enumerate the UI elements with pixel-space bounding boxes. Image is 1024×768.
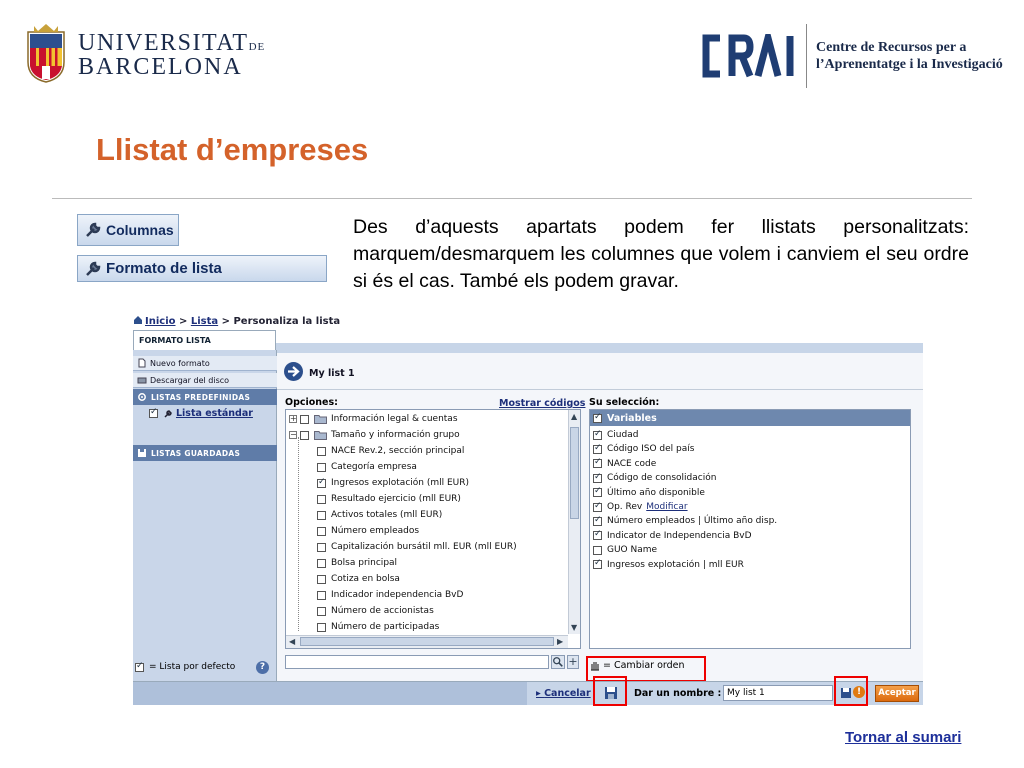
selection-list [589,409,911,649]
sidebar [133,350,277,681]
selection-label: Indicator de Independencia BvD [607,530,752,541]
expand-toggle-icon[interactable]: + [290,414,297,423]
search-input[interactable] [285,655,549,669]
list-name-title: My list 1 [309,368,355,379]
options-hscroll-thumb[interactable] [300,637,554,646]
tab-formato-lista[interactable]: FORMATO LISTA [133,330,276,350]
selection-checkbox[interactable] [593,503,602,512]
panel-divider [277,389,923,390]
university-name-line2: BARCELONA [78,54,243,80]
cancel-button[interactable]: ▸ Cancelar [536,688,591,699]
selection-checkbox[interactable] [593,445,602,454]
new-document-icon [137,358,147,368]
cancel-button-label: Cancelar [544,688,591,699]
breadcrumb-separator: > [218,316,234,327]
selection-checkbox[interactable] [593,560,602,569]
option-label: Bolsa principal [331,558,398,568]
sidebar-item-descargar[interactable] [133,373,277,388]
selection-label: Op. Rev [607,502,643,512]
arrow-right-icon [284,362,303,381]
main-panel [277,353,923,681]
folder-icon [314,414,327,424]
wrench-icon [163,409,173,419]
tornar-sumari-link[interactable]: Tornar al sumari [845,729,962,746]
selection-item[interactable] [593,471,716,485]
gear-icon [137,392,147,402]
floppy-disk-icon [137,448,147,458]
option-item[interactable] [317,492,461,506]
option-checkbox[interactable] [300,431,309,440]
option-checkbox[interactable] [317,511,326,520]
seleccion-label: Su selección: [589,397,660,408]
options-scroll-thumb[interactable] [570,427,579,519]
collapse-toggle-icon[interactable]: − [290,430,297,439]
option-checkbox[interactable] [317,575,326,584]
sidebar-section-predefinidas [133,389,277,405]
header-divider [806,24,807,88]
selection-label: Ciudad [607,430,639,440]
crai-description-line1: Centre de Recursos per a [816,40,967,55]
selection-item[interactable] [593,558,744,572]
sidebar-section-guardadas [133,445,277,461]
option-checkbox[interactable] [317,527,326,536]
option-group[interactable] [289,428,460,442]
option-item[interactable] [317,556,397,570]
selection-label: Último año disponible [607,487,705,498]
scroll-left-icon[interactable]: ◀ [289,637,296,646]
option-checkbox[interactable] [317,559,326,568]
selection-checkbox[interactable] [593,474,602,483]
action-bar [133,681,923,705]
university-name-line1: UNIVERSITATDE [78,30,266,56]
option-item[interactable] [317,540,517,554]
university-crest-icon [24,22,68,84]
selection-checkbox[interactable] [593,517,602,526]
highlight-box-save [593,676,627,706]
option-checkbox[interactable] [317,543,326,552]
scroll-down-icon[interactable]: ▼ [571,623,578,632]
wrench-icon [84,221,102,239]
selection-item[interactable] [593,514,777,528]
selection-label: Ingresos explotación | mll EUR [607,559,744,570]
selection-item[interactable] [593,529,752,543]
breadcrumb [133,315,340,327]
sidebar-section-label: LISTAS PREDEFINIDAS [151,392,251,402]
help-icon[interactable]: ? [256,661,269,674]
option-label: Indicador independencia BvD [331,590,464,600]
option-label: Capitalización bursátil mll. EUR (mll EUR) [331,542,517,552]
dar-nombre-label: Dar un nombre : [634,688,722,699]
option-label: Información legal & cuentas [331,414,458,424]
option-checkbox[interactable] [317,479,326,488]
legend-checkbox [135,663,144,672]
crai-logo [700,34,798,78]
option-label: Activos totales (mll EUR) [331,510,443,520]
mostrar-codigos-link[interactable]: Mostrar códigos [499,398,586,409]
option-checkbox[interactable] [317,591,326,600]
search-icon[interactable] [551,655,565,669]
selection-item[interactable] [593,457,656,471]
list-name-input[interactable]: My list 1 [723,685,833,701]
option-label: Número de accionistas [331,606,434,616]
option-item[interactable] [317,476,469,490]
option-label: NACE Rev.2, sección principal [331,446,465,456]
option-item[interactable] [317,524,419,538]
slide-title: Llistat d’empreses [96,132,369,167]
sidebar-item-lista-estandar[interactable] [149,408,253,419]
option-item[interactable] [317,508,442,522]
selection-label: Número empleados | Último año disp. [607,516,778,527]
tree-connector [298,437,299,631]
option-label: Número de participadas [331,622,440,632]
default-list-checkbox [149,409,158,418]
selection-checkbox[interactable] [593,459,602,468]
option-label: Categoría empresa [331,462,417,472]
columnas-button[interactable] [77,214,179,246]
selection-checkbox[interactable] [593,546,602,555]
option-checkbox[interactable] [317,447,326,456]
list-format-window [133,313,923,705]
selection-label: GUO Name [607,545,658,556]
home-icon [133,315,143,325]
sidebar-item-label: Nuevo formato [150,358,210,368]
selection-label: NACE code [607,458,657,469]
option-checkbox[interactable] [317,495,326,504]
option-label: Número empleados [331,526,420,536]
modificar-link[interactable]: Modificar [646,502,688,512]
option-checkbox[interactable] [300,415,309,424]
expand-plus-icon[interactable]: + [568,655,578,668]
folder-icon [314,430,327,440]
option-item[interactable] [317,444,464,458]
option-checkbox[interactable] [317,463,326,472]
action-bar-shade [133,682,527,705]
sidebar-section-label: LISTAS GUARDADAS [151,448,241,458]
opciones-label: Opciones: [285,397,338,408]
university-name-de: DE [248,41,266,53]
selection-item[interactable] [593,543,657,557]
default-list-legend [135,662,235,672]
option-label: Cotiza en bolsa [331,574,400,584]
disk-drive-icon [137,375,147,385]
scroll-up-icon[interactable]: ▲ [571,412,578,421]
option-group[interactable] [289,412,458,426]
warning-icon: ! [853,686,865,698]
option-label: Tamaño y información grupo [331,430,460,440]
select-all-checkbox[interactable] [593,414,602,423]
breadcrumb-lista-link[interactable]: Lista [190,316,219,327]
option-item[interactable] [317,588,463,602]
selection-item[interactable] [593,486,705,500]
legend-text: = Lista por defecto [149,662,236,672]
lista-estandar-link[interactable]: Lista estándar [176,408,253,419]
option-label: Ingresos explotación (mll EUR) [331,478,470,488]
selection-header-label: Variables [607,412,657,424]
selection-checkbox[interactable] [593,431,602,440]
scroll-right-icon[interactable]: ▶ [557,637,564,646]
breadcrumb-inicio-link[interactable]: Inicio [145,316,176,327]
selection-checkbox[interactable] [593,531,602,540]
option-item[interactable] [317,460,417,474]
breadcrumb-separator: > [175,316,191,327]
body-paragraph: Des d’aquests apartats podem fer llistats personalitzats: marquem/desmarquem les columnes que volem i canviem el seu ordre si és el cas. També els podem gravar. [353,216,969,292]
aceptar-button[interactable]: Aceptar [875,685,919,702]
option-checkbox[interactable] [317,623,326,632]
sidebar-item-label: Descargar del disco [150,375,230,385]
formato-lista-button[interactable] [77,255,327,282]
options-tree [285,409,581,649]
cambiar-orden-text: = Cambiar orden [603,659,685,671]
option-label: Resultado ejercicio (mll EUR) [331,494,461,504]
window-top-bar [276,343,923,353]
selection-item[interactable] [593,500,688,514]
wrench-icon [84,260,102,278]
sidebar-item-nuevo-formato[interactable] [133,356,277,371]
selection-header [590,410,910,426]
selection-item[interactable] [593,428,638,442]
selection-checkbox[interactable] [593,488,602,497]
breadcrumb-current: Personaliza la lista [233,316,341,327]
highlight-box-save-name [834,676,868,706]
option-item[interactable] [317,572,400,586]
option-item[interactable] [317,604,434,618]
columnas-button-label: Columnas [106,222,174,238]
formato-lista-button-label: Formato de lista [106,260,222,277]
selection-label: Código de consolidación [607,473,717,484]
option-checkbox[interactable] [317,607,326,616]
crai-description-line2: l’Aprenentatge i la Investigació [816,57,1003,72]
title-divider [52,198,972,199]
option-item[interactable] [317,620,439,634]
selection-item[interactable] [593,442,694,456]
selection-label: Código ISO del país [607,444,695,455]
